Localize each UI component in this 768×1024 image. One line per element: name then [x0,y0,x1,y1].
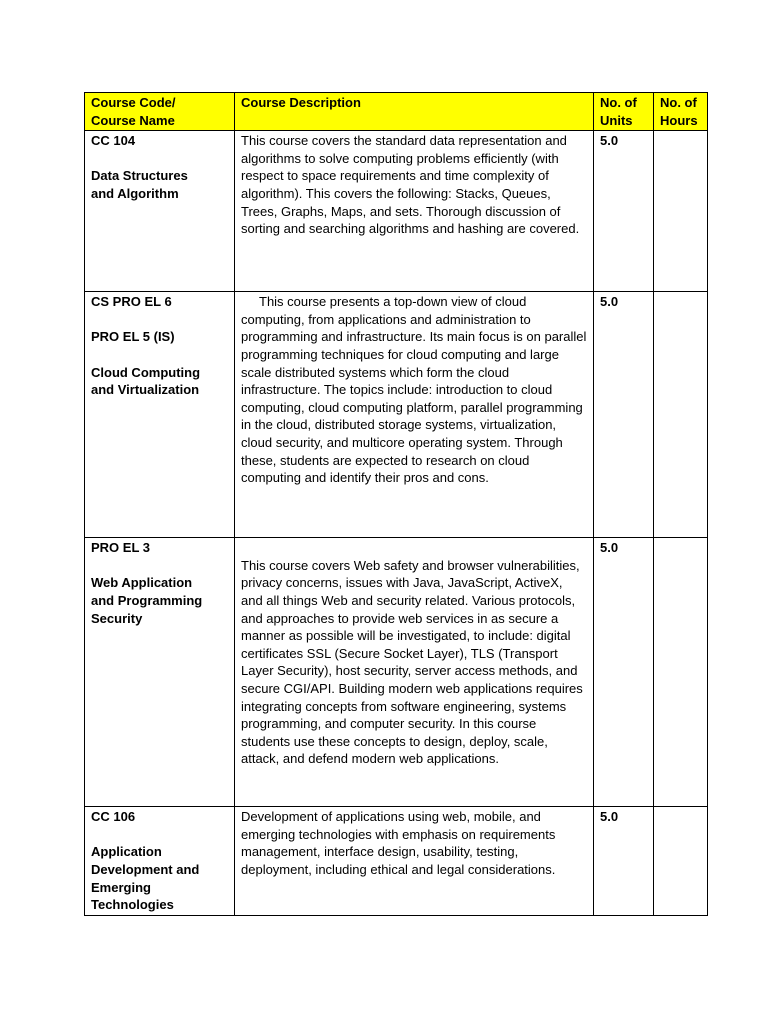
course-description: This course covers Web safety and browser vulnerabilities, privacy concerns, issues with Java, JavaScript, ActiveX, and all things Web and security related. Various protocols, and approaches to provide web services in as secure a manner as possible will be investigated, to include: digital certificates SSL (Secure Socket Layer), TLS (Transport Layer Security), host security, server access methods, and secure CGI/API. Building modern web applications requires integrating concepts from software engineering, systems programming, and computer security. In this course students use these concepts to design, deploy, scale, attack, and defend modern web applications. [235,538,594,807]
course-name: Data Structures [91,168,188,184]
course-description: This course covers the standard data representation and algorithms to solve computing problems efficiently (with respect to space requirements and time complexity of algorithm). This covers the following: Stacks, Queues, Trees, Graphs, Maps, and sets. Thorough discussion of sorting and searching algorithms and hashing are covered. [235,131,594,292]
header-hours: No. of Hours [654,93,708,131]
course-name: Application [91,844,162,860]
course-code-cell [85,807,235,916]
course-units: 5.0 [594,292,654,538]
course-units: 5.0 [594,131,654,292]
course-code: CS PRO EL 6 [91,294,172,310]
course-code-alt: PRO EL 5 (IS) [91,329,175,345]
table-row [85,538,708,807]
header-course-description: Course Description [235,93,594,131]
course-hours [654,538,708,807]
header-course-code: Course Code/ Course Name [85,93,235,131]
course-table [84,92,708,916]
header-row [85,93,708,131]
course-name: Web Application [91,575,193,591]
course-hours [654,292,708,538]
course-hours [654,807,708,916]
course-code-cell [85,131,235,292]
course-code: CC 106 [91,809,136,825]
course-name: Emerging [91,879,151,895]
course-hours [654,131,708,292]
table-row [85,131,708,292]
course-code: PRO EL 3 [91,540,151,556]
course-name: Cloud Computing [91,364,201,380]
course-description: This course presents a top-down view of cloud computing, from applications and administration to programming and infrastructure. Its main focus is on parallel programming techniques for cloud computing and large scale distributed systems which form the cloud infrastructure. The topics include: introduction to cloud computing, cloud computing platform, parallel programming in the cloud, distributed storage systems, virtualization, cloud security, and multicore operating system. Through these, students are expected to research on cloud computing and identify their pros and cons. [235,292,594,538]
table-row [85,807,708,916]
course-code: CC 104 [91,133,136,149]
course-name: and Virtualization [91,382,200,398]
course-name: Development and [91,861,200,877]
course-name: Security [91,610,143,626]
course-name: and Programming [91,592,203,608]
course-name: and Algorithm [91,185,179,201]
course-description: Development of applications using web, mobile, and emerging technologies with emphasis on requirements management, interface design, usability, testing, deployment, including ethical and legal considerations. [235,807,594,916]
table-row [85,292,708,538]
course-name: Technologies [91,897,174,913]
course-units: 5.0 [594,807,654,916]
course-units: 5.0 [594,538,654,807]
course-code-cell [85,292,235,538]
header-units: No. of Units [594,93,654,131]
course-code-cell [85,538,235,807]
